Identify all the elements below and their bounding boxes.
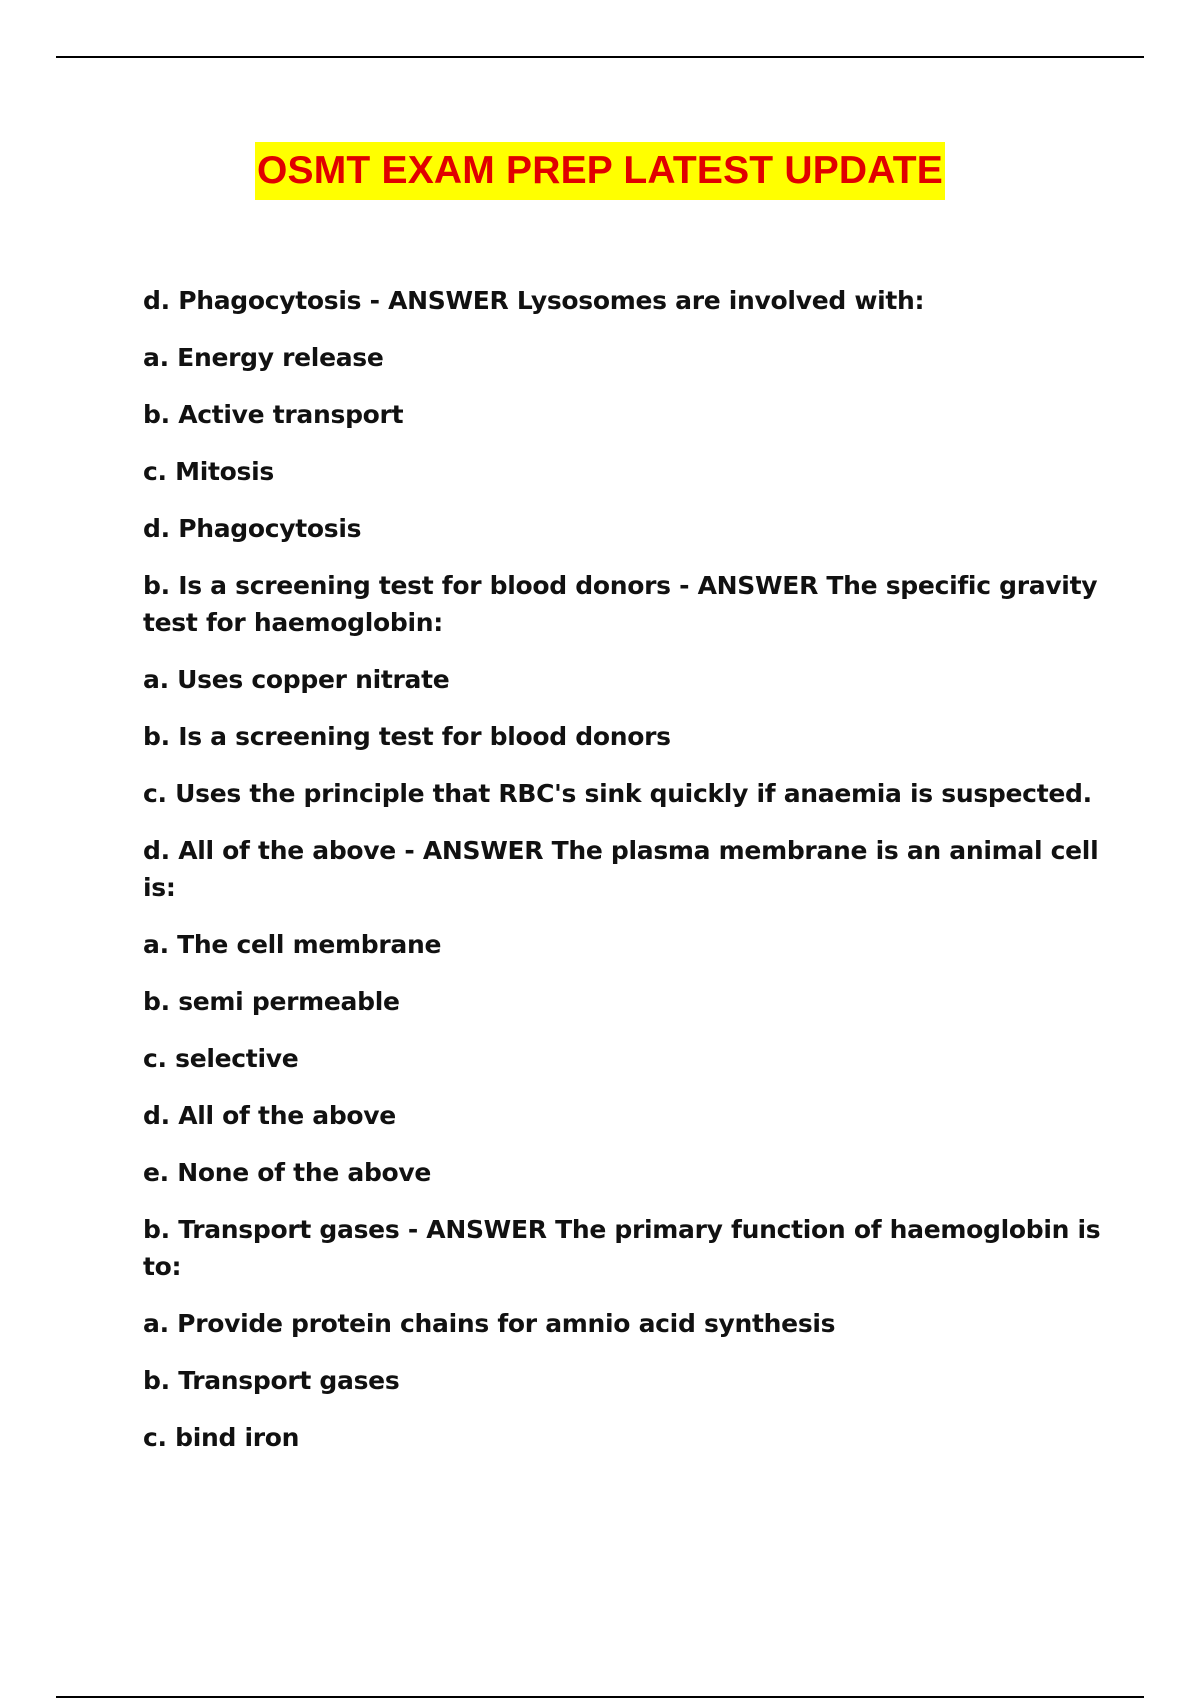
text-line: a. Energy release <box>143 343 384 372</box>
text-line: b. semi permeable <box>143 987 400 1016</box>
text-line: d. Phagocytosis <box>143 514 362 543</box>
text-line: c. Mitosis <box>143 457 274 486</box>
text-line: a. The cell membrane <box>143 930 442 959</box>
page-title: OSMT EXAM PREP LATEST UPDATE <box>255 142 945 200</box>
text-line: b. Transport gases <box>143 1366 400 1395</box>
question-list <box>143 282 1103 1476</box>
footer-rule <box>56 1696 1144 1698</box>
text-line: d. Phagocytosis - ANSWER Lysosomes are involved with: <box>143 286 925 315</box>
text-line: c. selective <box>143 1044 299 1073</box>
text-line: a. Uses copper nitrate <box>143 665 450 694</box>
text-line: b. Is a screening test for blood donors - ANSWER The specific gravity test for haemoglobin: <box>143 571 1098 637</box>
header-rule <box>56 56 1144 58</box>
text-line: d. All of the above <box>143 1101 396 1130</box>
text-line: e. None of the above <box>143 1158 432 1187</box>
text-line: c. Uses the principle that RBC's sink quickly if anaemia is suspected. <box>143 779 1092 808</box>
text-line: d. All of the above - ANSWER The plasma membrane is an animal cell is: <box>143 836 1099 902</box>
text-line: c. bind iron <box>143 1423 300 1452</box>
text-line: b. Transport gases - ANSWER The primary function of haemoglobin is to: <box>143 1215 1101 1281</box>
title-wrap <box>0 142 1200 200</box>
text-line: a. Provide protein chains for amnio acid synthesis <box>143 1309 836 1338</box>
text-line: b. Is a screening test for blood donors <box>143 722 671 751</box>
text-line: b. Active transport <box>143 400 404 429</box>
